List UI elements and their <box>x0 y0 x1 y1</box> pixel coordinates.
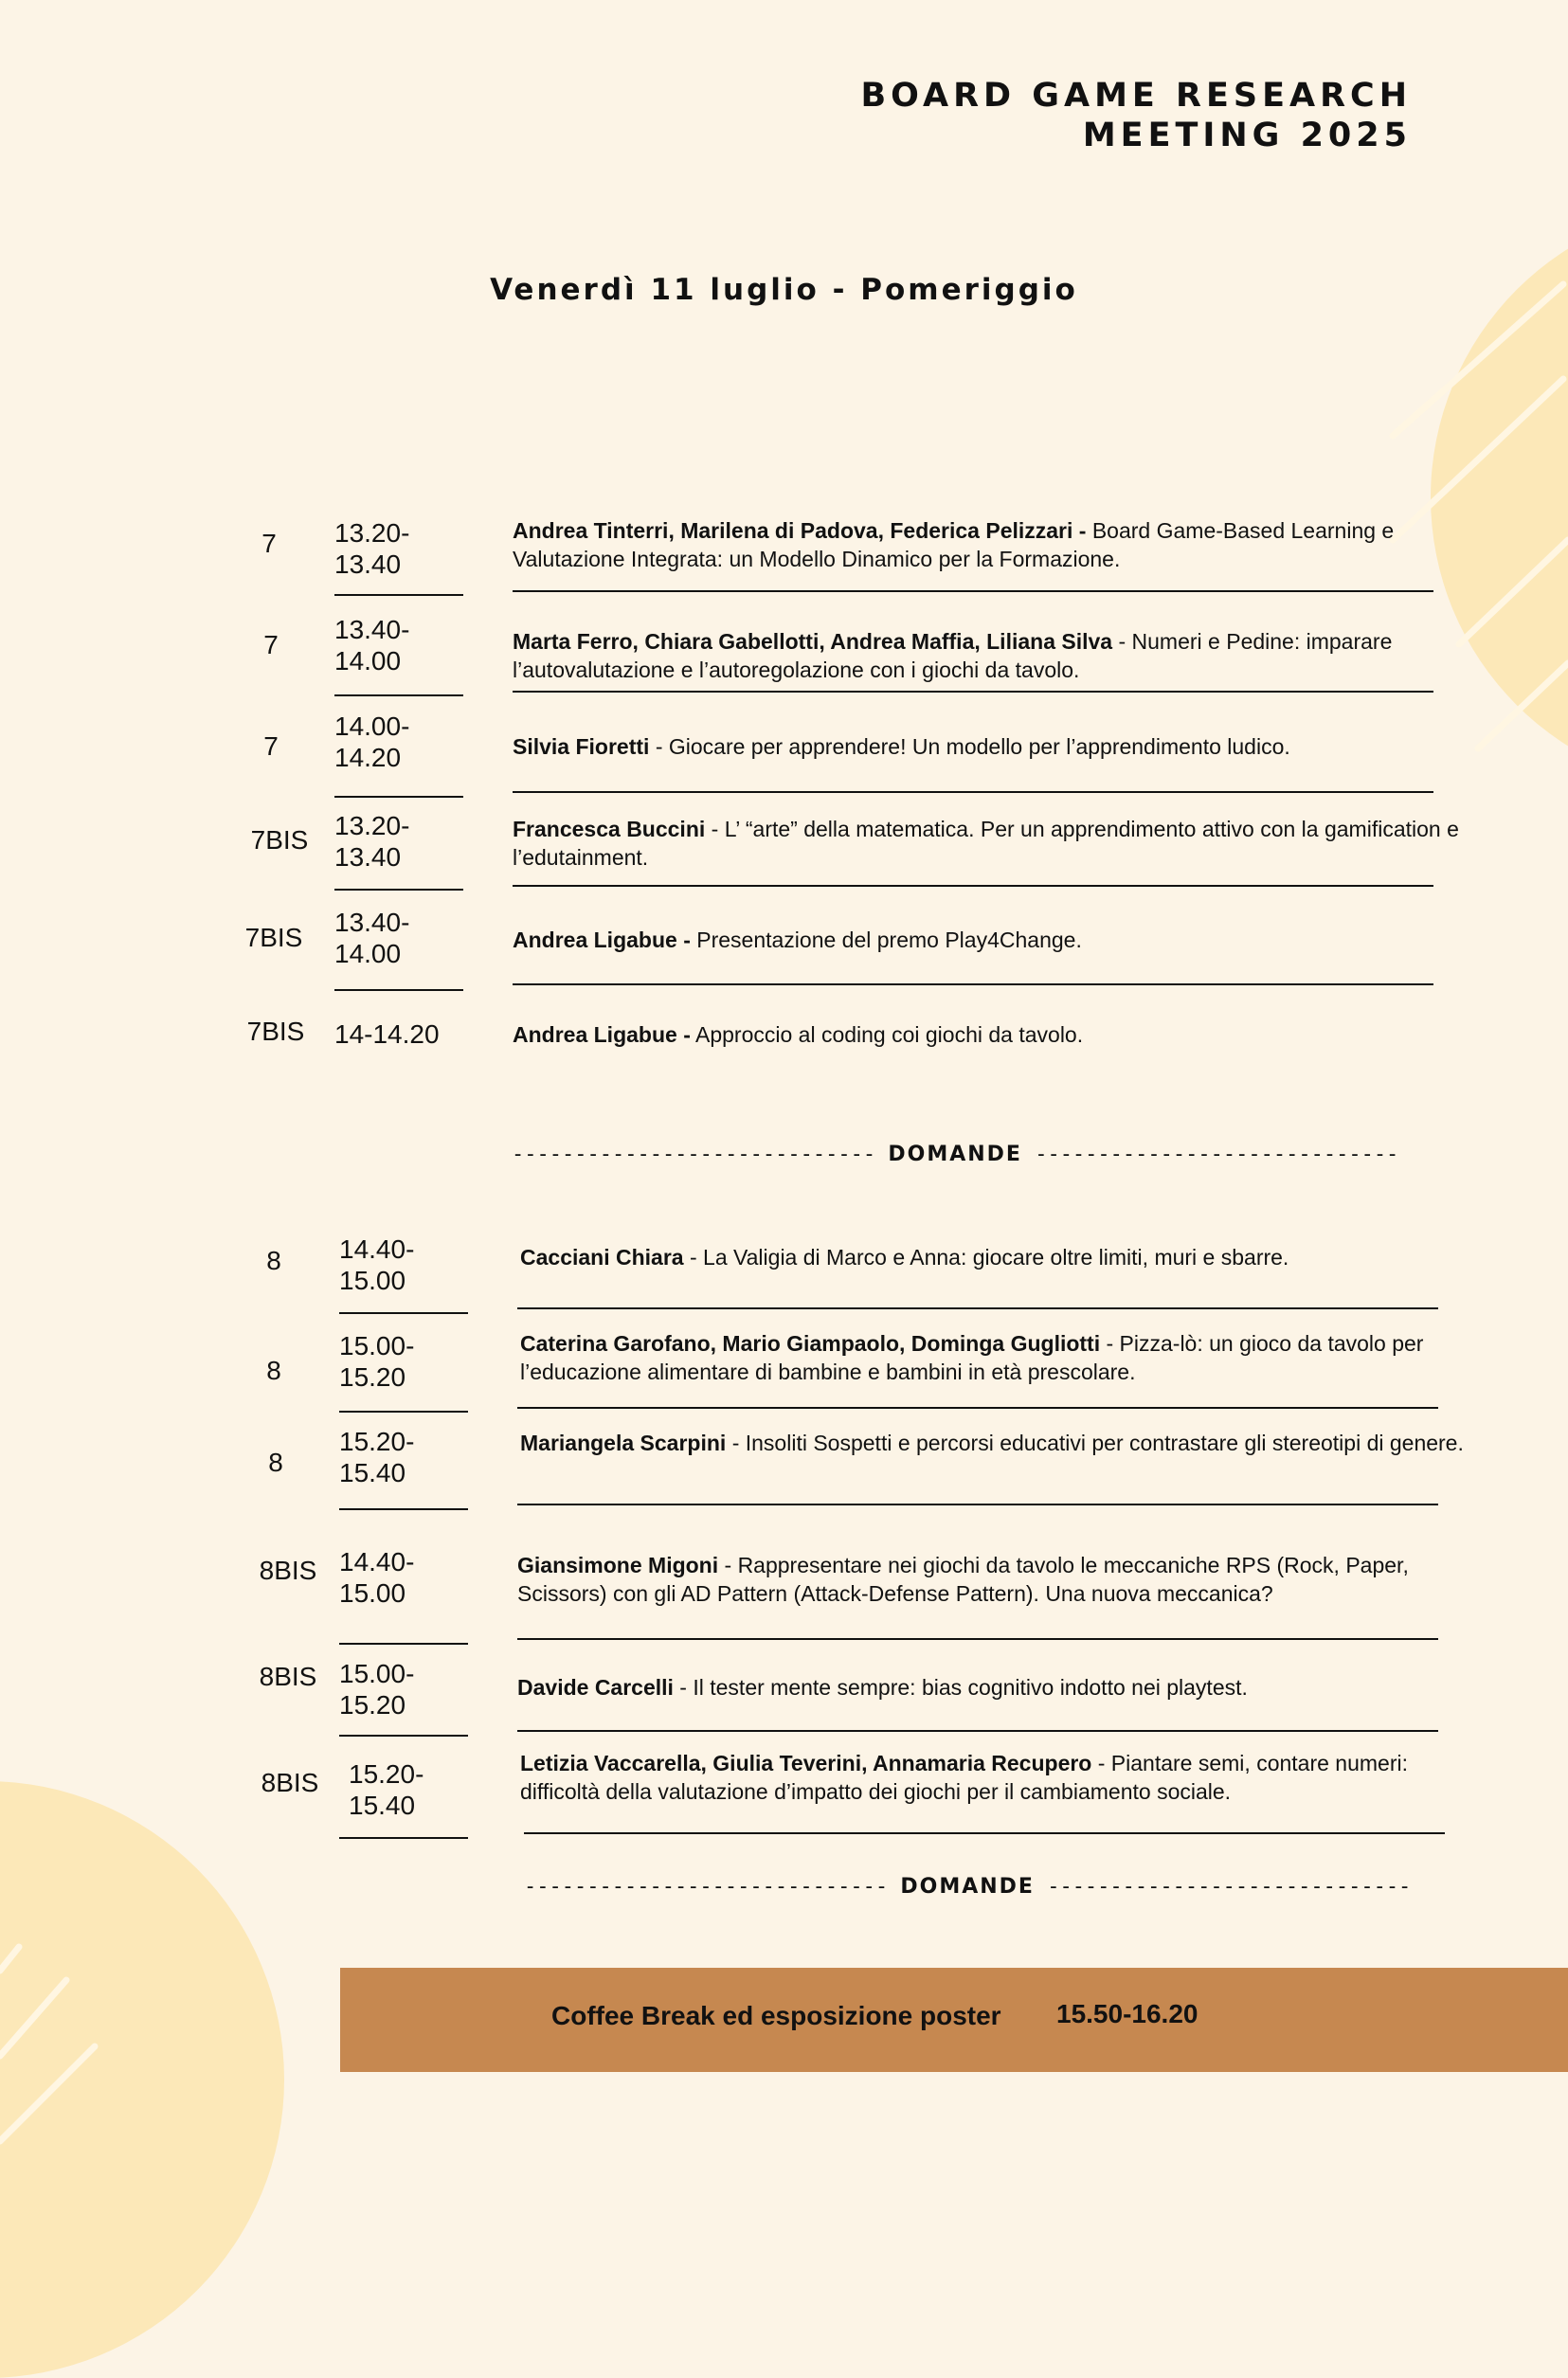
talk-authors: Andrea Ligabue - <box>513 1022 691 1047</box>
day-subtitle: Venerdì 11 luglio - Pomeriggio <box>490 273 1078 307</box>
talk-authors: Andrea Tinterri, Marilena di Padova, Federica Pelizzari - <box>513 518 1087 543</box>
talk-title: - Piantare semi, contare numeri: difficoltà della valutazione d’impatto dei giochi per il cambiamento sociale. <box>520 1751 1408 1804</box>
time-slot: 15.00- 15.20 <box>339 1331 415 1392</box>
talk-title: - Numeri e Pedine: imparare l’autovalutazione e l’autoregolazione con i giochi da tavolo. <box>513 629 1393 682</box>
time-divider <box>339 1411 468 1413</box>
row-divider <box>513 691 1433 693</box>
session-number: 8BIS <box>261 1768 319 1797</box>
talk-title: Presentazione del premo Play4Change. <box>690 928 1082 952</box>
time-divider <box>339 1735 468 1737</box>
questions-label: DOMANDE <box>900 1875 1035 1899</box>
talk-title: - Pizza-lò: un gioco da tavolo per l’educazione alimentare di bambine e bambini in età prescolare. <box>520 1331 1424 1384</box>
time-slot: 14.00- 14.20 <box>334 712 410 772</box>
session-number: 8 <box>266 1356 281 1385</box>
talk-authors: Mariangela Scarpini <box>520 1431 727 1455</box>
session-number: 8 <box>268 1448 283 1477</box>
talk-description <box>513 815 1460 872</box>
time-slot: 15.00- 15.20 <box>339 1659 415 1720</box>
session-number: 7 <box>261 529 277 558</box>
time-divider <box>339 1508 468 1510</box>
session-number: 8 <box>266 1246 281 1275</box>
questions-label: DOMANDE <box>888 1143 1022 1166</box>
session-number: 8BIS <box>259 1662 317 1691</box>
talk-authors: Letizia Vaccarella, Giulia Teverini, Annamaria Recupero <box>520 1751 1092 1775</box>
talk-authors: Francesca Buccini <box>513 817 706 841</box>
time-slot: 13.40- 14.00 <box>334 615 410 676</box>
row-divider <box>524 1832 1445 1834</box>
talk-description <box>513 732 1460 761</box>
questions-separator: ----------------------------- DOMANDE ----------------------------- <box>524 1875 1412 1899</box>
row-divider <box>513 791 1433 793</box>
talk-description <box>517 1551 1469 1608</box>
page-title-line1: BOARD GAME RESEARCH <box>860 77 1412 115</box>
row-divider <box>513 983 1433 985</box>
questions-separator: ----------------------------- DOMANDE ----------------------------- <box>512 1143 1399 1166</box>
talk-title: Approccio al coding coi giochi da tavolo. <box>690 1022 1084 1047</box>
time-divider <box>334 796 463 798</box>
time-slot: 13.40- 14.00 <box>334 908 410 968</box>
row-divider <box>517 1407 1438 1409</box>
talk-authors: Silvia Fioretti <box>513 734 650 759</box>
time-slot: 15.20- 15.40 <box>349 1759 424 1820</box>
time-slot: 14-14.20 <box>334 1019 440 1049</box>
session-number: 7BIS <box>244 923 303 952</box>
talk-authors: Caterina Garofano, Mario Giampaolo, Dominga Gugliotti <box>520 1331 1101 1356</box>
decorative-stripes-left <box>0 1914 114 2198</box>
talk-authors: Giansimone Migoni <box>517 1553 719 1577</box>
row-divider <box>517 1638 1438 1640</box>
row-divider <box>513 590 1433 592</box>
time-divider <box>334 594 463 596</box>
time-divider <box>339 1837 468 1839</box>
session-number: 7 <box>263 731 279 761</box>
talk-title: - La Valigia di Marco e Anna: giocare oltre limiti, muri e sbarre. <box>683 1245 1289 1270</box>
talk-authors: Cacciani Chiara <box>520 1245 684 1270</box>
row-divider <box>513 885 1433 887</box>
session-number: 8BIS <box>259 1556 317 1585</box>
session-number: 7 <box>263 630 279 659</box>
coffee-break-time: 15.50-16.20 <box>1056 1999 1199 2028</box>
time-slot: 13.20- 13.40 <box>334 811 410 872</box>
talk-authors: Andrea Ligabue - <box>513 928 691 952</box>
talk-title: - Rappresentare nei giochi da tavolo le meccaniche RPS (Rock, Paper, Scissors) con gli AD Pattern (Attack-Defense Pattern). Una nuova meccanica? <box>517 1553 1409 1606</box>
talk-description <box>517 1673 1465 1702</box>
session-number: 7BIS <box>246 1017 305 1046</box>
time-divider <box>334 989 463 991</box>
talk-title: - Insoliti Sospetti e percorsi educativi per contrastare gli stereotipi di genere. <box>726 1431 1464 1455</box>
row-divider <box>517 1504 1438 1505</box>
time-divider <box>339 1312 468 1314</box>
page-title <box>861 76 1413 155</box>
talk-description <box>513 1020 1460 1049</box>
talk-description <box>520 1429 1468 1457</box>
talk-description <box>520 1329 1468 1386</box>
page-title-line2: MEETING 2025 <box>1082 117 1412 154</box>
talk-description <box>513 516 1460 573</box>
talk-description <box>520 1749 1468 1806</box>
coffee-break-label: Coffee Break ed esposizione poster <box>551 2001 1001 2030</box>
talk-description <box>513 627 1460 684</box>
talk-description <box>513 926 1460 954</box>
time-slot: 15.20- 15.40 <box>339 1427 415 1487</box>
row-divider <box>517 1730 1438 1732</box>
time-divider <box>339 1643 468 1645</box>
time-slot: 13.20- 13.40 <box>334 518 410 579</box>
talk-authors: Davide Carcelli <box>517 1675 674 1700</box>
time-slot: 14.40- 15.00 <box>339 1547 415 1608</box>
talk-title: - L’ “arte” della matematica. Per un apprendimento attivo con la gamification e l’edutainment. <box>513 817 1459 870</box>
talk-title: - Giocare per apprendere! Un modello per l’apprendimento ludico. <box>649 734 1290 759</box>
talk-title: - Il tester mente sempre: bias cognitivo indotto nei playtest. <box>673 1675 1248 1700</box>
talk-title: Board Game-Based Learning e Valutazione Integrata: un Modello Dinamico per la Formazione. <box>513 518 1395 571</box>
talk-description <box>520 1243 1468 1271</box>
row-divider <box>517 1307 1438 1309</box>
talk-authors: Marta Ferro, Chiara Gabellotti, Andrea Maffia, Liliana Silva <box>513 629 1113 654</box>
time-slot: 14.40- 15.00 <box>339 1234 415 1295</box>
time-divider <box>334 889 463 891</box>
time-divider <box>334 694 463 696</box>
session-number: 7BIS <box>250 825 309 855</box>
